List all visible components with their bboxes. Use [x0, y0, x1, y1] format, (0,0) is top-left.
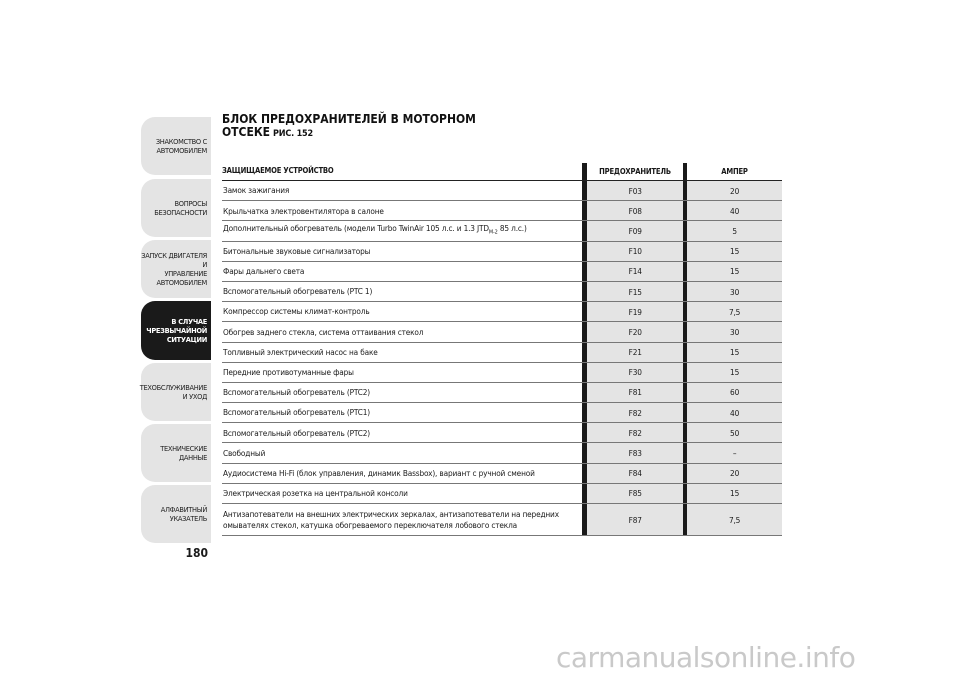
amp-cell: 15 — [687, 484, 782, 503]
device-text: 85 л.с.) — [497, 223, 527, 234]
device-subscript: M-2 — [488, 230, 498, 237]
table-row — [222, 322, 782, 342]
amp-cell: 15 — [687, 242, 782, 261]
tab-technical-data[interactable] — [141, 424, 211, 482]
device-cell — [222, 504, 582, 535]
device-text: Аудиосистема Hi-Fi (блок управления, динамик Bassbox), вариант с ручной сменой — [223, 467, 535, 478]
tab-label: ЗНАКОМСТВО С АВТОМОБИЛЕМ — [155, 137, 207, 155]
table-row — [222, 262, 782, 282]
tab-label: ВОПРОСЫ БЕЗОПАСНОСТИ — [154, 199, 207, 217]
fuse-cell: F09 — [587, 221, 683, 240]
fuse-cell: F30 — [587, 363, 683, 382]
amp-cell: 15 — [687, 343, 782, 362]
figure-reference: РИС. 152 — [273, 128, 313, 139]
fuse-cell: F20 — [587, 322, 683, 341]
device-text: Передние противотуманные фары — [223, 367, 354, 378]
watermark: carmanualsonline.info — [556, 641, 856, 674]
title-line-1: БЛОК ПРЕДОХРАНИТЕЛЕЙ В МОТОРНОМ — [222, 112, 476, 126]
device-cell — [222, 262, 582, 281]
device-cell — [222, 484, 582, 503]
device-cell — [222, 221, 582, 240]
device-cell — [222, 181, 582, 200]
tab-label: В СЛУЧАЕ ЧРЕЗВЫЧАЙНОЙ СИТУАЦИИ — [146, 317, 207, 344]
table-row — [222, 242, 782, 262]
amp-cell: 15 — [687, 262, 782, 281]
header-fuse: ПРЕДОХРАНИТЕЛЬ — [599, 167, 671, 176]
fuse-cell: F14 — [587, 262, 683, 281]
device-text: Замок зажигания — [223, 185, 290, 196]
amp-cell: 5 — [687, 221, 782, 240]
fuse-cell: F85 — [587, 484, 683, 503]
device-cell — [222, 464, 582, 483]
device-text: Битональные звуковые сигнализаторы — [223, 245, 371, 256]
tab-label: АЛФАВИТНЫЙ УКАЗАТЕЛЬ — [160, 505, 207, 523]
fuse-cell: F15 — [587, 282, 683, 301]
amp-cell: 60 — [687, 383, 782, 402]
page-title — [222, 113, 476, 140]
table-body — [222, 181, 782, 536]
tab-label: ТЕХНИЧЕСКИЕ ДАННЫЕ — [160, 444, 207, 462]
fuse-cell: F87 — [587, 504, 683, 535]
device-text: Фары дальнего света — [223, 266, 305, 277]
fuse-cell: F10 — [587, 242, 683, 261]
table-row — [222, 181, 782, 201]
table-row — [222, 343, 782, 363]
device-text: Вспомогательный обогреватель (PTC2) — [223, 387, 370, 398]
fuse-cell: F03 — [587, 181, 683, 200]
title-line-2-text: ОТСЕКЕ — [222, 124, 271, 139]
device-cell — [222, 242, 582, 261]
device-cell — [222, 302, 582, 321]
table-header — [222, 163, 782, 181]
fuse-cell: F08 — [587, 201, 683, 220]
fuse-cell: F19 — [587, 302, 683, 321]
fuse-cell: F81 — [587, 383, 683, 402]
device-text: Топливный электрический насос на баке — [223, 346, 378, 357]
tab-emergency[interactable] — [141, 301, 211, 360]
tab-index[interactable] — [141, 485, 211, 543]
device-cell — [222, 383, 582, 402]
fuse-cell: F82 — [587, 403, 683, 422]
amp-cell: 7,5 — [687, 504, 782, 535]
device-text: Компрессор системы климат-контроль — [223, 306, 370, 317]
device-text: Дополнительный обогреватель (модели Turbo TwinAir 105 л.с. и 1.3 JTD — [223, 223, 489, 234]
table-row — [222, 464, 782, 484]
fuse-cell: F84 — [587, 464, 683, 483]
tab-starting-driving[interactable] — [141, 240, 211, 298]
amp-cell: 30 — [687, 322, 782, 341]
amp-cell: 15 — [687, 363, 782, 382]
device-text: Обогрев заднего стекла, система оттаивания стекол — [223, 326, 424, 337]
amp-cell: – — [687, 443, 782, 462]
table-row — [222, 201, 782, 221]
device-text: Свободный — [223, 447, 266, 458]
tab-safety[interactable] — [141, 179, 211, 237]
table-row — [222, 403, 782, 423]
header-amp: АМПЕР — [721, 167, 748, 176]
tab-intro[interactable] — [141, 117, 211, 175]
table-row — [222, 363, 782, 383]
device-text: Антизапотеватели на внешних электрических зеркалах, антизапотеватели на передних омывателях стекол, катушка обогреваемого переключателя лобового стекла — [223, 509, 559, 530]
amp-cell: 20 — [687, 181, 782, 200]
amp-cell: 7,5 — [687, 302, 782, 321]
device-text: Электрическая розетка на центральной консоли — [223, 488, 408, 499]
fuse-cell: F21 — [587, 343, 683, 362]
device-text: Вспомогательный обогреватель (PTC1) — [223, 407, 370, 418]
fuse-cell: F83 — [587, 443, 683, 462]
device-text: Вспомогательный обогреватель (PTC 1) — [223, 286, 373, 297]
title-line-2 — [222, 126, 476, 141]
tab-label: ТЕХОБСЛУЖИВАНИЕ И УХОД — [139, 383, 207, 401]
table-row — [222, 423, 782, 443]
table-row — [222, 504, 782, 536]
tab-label: ЗАПУСК ДВИГАТЕЛЯ И УПРАВЛЕНИЕ АВТОМОБИЛЕМ — [141, 251, 207, 287]
amp-cell: 50 — [687, 423, 782, 442]
device-cell — [222, 322, 582, 341]
header-device: ЗАЩИЩАЕМОЕ УСТРОЙСТВО — [222, 166, 334, 176]
device-cell — [222, 343, 582, 362]
table-row — [222, 484, 782, 504]
fuse-cell: F82 — [587, 423, 683, 442]
amp-cell: 30 — [687, 282, 782, 301]
table-row — [222, 282, 782, 302]
fuse-table — [222, 163, 782, 536]
device-cell — [222, 282, 582, 301]
tab-maintenance[interactable] — [141, 363, 211, 421]
device-text: Вспомогательный обогреватель (PTC2) — [223, 427, 370, 438]
table-row — [222, 443, 782, 463]
device-cell — [222, 363, 582, 382]
table-row — [222, 221, 782, 241]
device-cell — [222, 403, 582, 422]
device-cell — [222, 201, 582, 220]
amp-cell: 40 — [687, 403, 782, 422]
table-row — [222, 383, 782, 403]
page-number: 180 — [185, 546, 208, 560]
amp-cell: 40 — [687, 201, 782, 220]
table-row — [222, 302, 782, 322]
device-text: Крыльчатка электровентилятора в салоне — [223, 205, 384, 216]
device-cell — [222, 443, 582, 462]
device-cell — [222, 423, 582, 442]
amp-cell: 20 — [687, 464, 782, 483]
